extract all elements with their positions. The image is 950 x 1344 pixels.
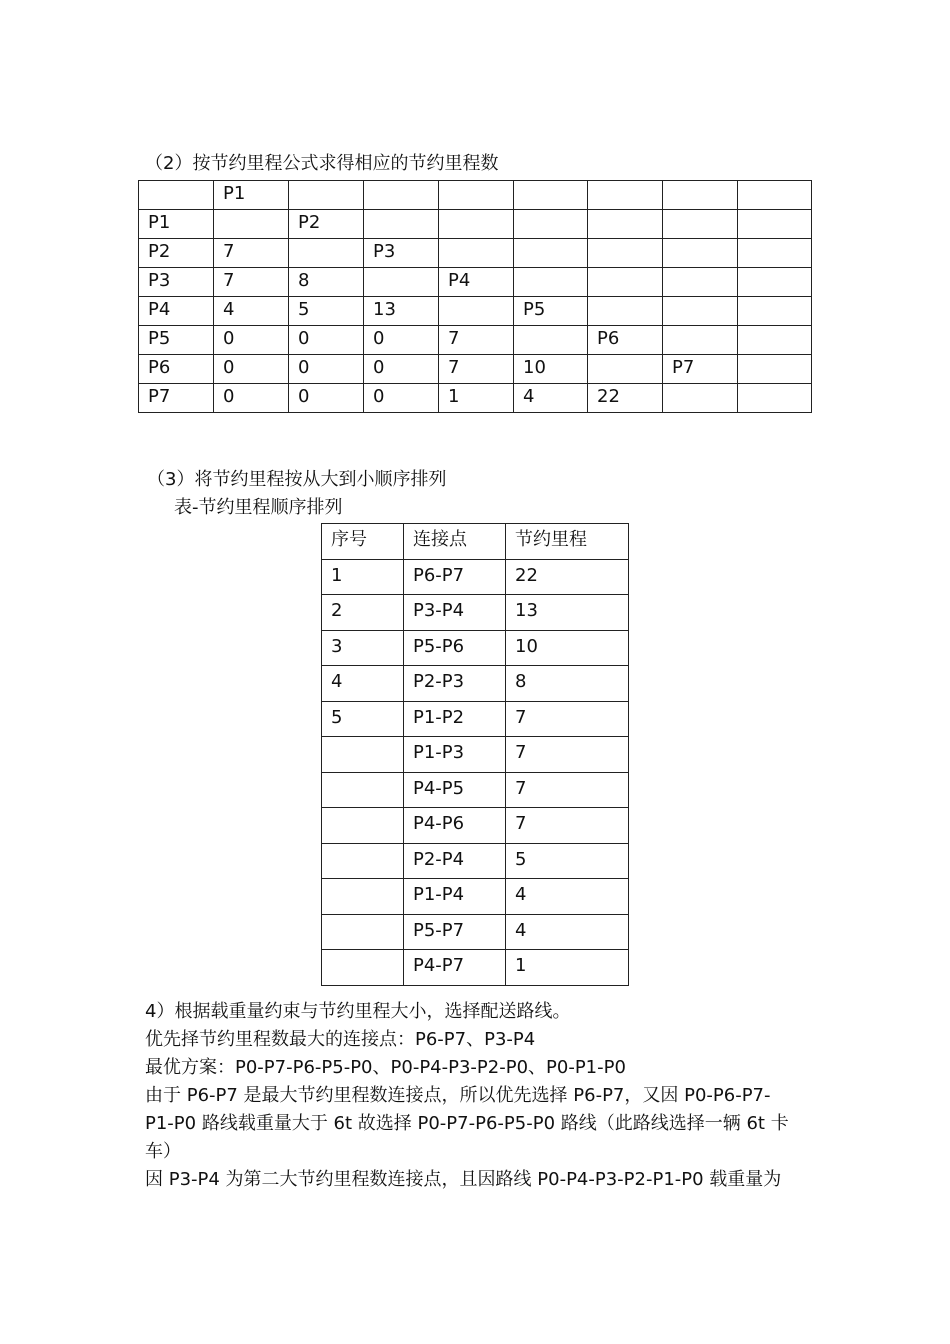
ranking-row (322, 630, 629, 666)
ranking-connection-cell: P1-P4 (404, 879, 506, 915)
ranking-connection-cell: P3-P4 (404, 595, 506, 631)
matrix-cell (439, 297, 514, 326)
matrix-cell (663, 268, 738, 297)
section-4-line: 因 P3-P4 为第二大节约里程数连接点，且因路线 P0-P4-P3-P2-P1-P0 载重量为 (145, 1169, 782, 1190)
matrix-cell (738, 326, 812, 355)
matrix-cell (738, 384, 812, 413)
ranking-saving-cell: 7 (506, 772, 629, 808)
matrix-cell (588, 355, 663, 384)
matrix-row (139, 210, 812, 239)
section-2-heading: （2）按节约里程公式求得相应的节约里程数 (145, 153, 499, 174)
matrix-cell: P3 (139, 268, 214, 297)
section-4-line: 由于 P6-P7 是最大节约里程数连接点，所以优先选择 P6-P7，又因 P0-P6-P7- (145, 1085, 771, 1106)
matrix-cell: 0 (289, 326, 364, 355)
ranking-connection-cell: P4-P6 (404, 808, 506, 844)
matrix-row (139, 268, 812, 297)
header-index: 序号 (322, 524, 404, 560)
ranking-index-cell (322, 950, 404, 986)
matrix-cell (439, 239, 514, 268)
matrix-cell: 7 (214, 239, 289, 268)
matrix-cell: P7 (663, 355, 738, 384)
ranking-header-row (322, 524, 629, 560)
matrix-cell (139, 181, 214, 210)
ranking-row (322, 737, 629, 773)
ranking-connection-cell: P1-P2 (404, 701, 506, 737)
ranking-saving-cell: 1 (506, 950, 629, 986)
section-4-line: P1-P0 路线载重量大于 6t 故选择 P0-P7-P6-P5-P0 路线（此路线选择一辆 6t 卡 (145, 1113, 789, 1134)
matrix-row (139, 239, 812, 268)
matrix-cell: P6 (139, 355, 214, 384)
savings-matrix-body (139, 181, 812, 413)
matrix-cell: 13 (364, 297, 439, 326)
matrix-cell: P6 (588, 326, 663, 355)
matrix-cell (364, 181, 439, 210)
matrix-cell (364, 268, 439, 297)
matrix-cell (588, 210, 663, 239)
ranking-saving-cell: 8 (506, 666, 629, 702)
savings-ranking-table (321, 523, 629, 986)
matrix-cell (663, 239, 738, 268)
matrix-cell (663, 326, 738, 355)
matrix-cell: P4 (139, 297, 214, 326)
ranking-index-cell (322, 808, 404, 844)
ranking-saving-cell: 13 (506, 595, 629, 631)
savings-ranking-body (322, 524, 629, 986)
ranking-saving-cell: 4 (506, 914, 629, 950)
matrix-cell: 7 (214, 268, 289, 297)
matrix-cell: 0 (289, 384, 364, 413)
ranking-row (322, 950, 629, 986)
matrix-cell: 7 (439, 355, 514, 384)
section-4-line: 最优方案：P0-P7-P6-P5-P0、P0-P4-P3-P2-P0、P0-P1-P0 (145, 1057, 626, 1078)
matrix-row (139, 326, 812, 355)
matrix-cell (439, 210, 514, 239)
matrix-cell: P5 (514, 297, 588, 326)
ranking-table-caption: 表-节约里程顺序排列 (174, 497, 343, 518)
matrix-cell (514, 326, 588, 355)
matrix-cell: P2 (289, 210, 364, 239)
ranking-connection-cell: P4-P5 (404, 772, 506, 808)
ranking-index-cell (322, 843, 404, 879)
ranking-connection-cell: P2-P4 (404, 843, 506, 879)
ranking-row (322, 772, 629, 808)
ranking-row (322, 879, 629, 915)
ranking-index-cell (322, 772, 404, 808)
ranking-saving-cell: 7 (506, 701, 629, 737)
ranking-connection-cell: P6-P7 (404, 559, 506, 595)
section-3-heading: （3）将节约里程按从大到小顺序排列 (147, 469, 447, 490)
matrix-cell: 0 (364, 326, 439, 355)
savings-matrix-table (138, 180, 812, 413)
ranking-row (322, 914, 629, 950)
matrix-cell: 0 (214, 326, 289, 355)
header-connection: 连接点 (404, 524, 506, 560)
matrix-cell: 5 (289, 297, 364, 326)
ranking-connection-cell: P4-P7 (404, 950, 506, 986)
matrix-cell (588, 239, 663, 268)
matrix-cell: P1 (139, 210, 214, 239)
matrix-cell (588, 268, 663, 297)
ranking-row (322, 808, 629, 844)
matrix-cell: P5 (139, 326, 214, 355)
ranking-connection-cell: P5-P6 (404, 630, 506, 666)
section-4-line: 优先择节约里程数最大的连接点：P6-P7、P3-P4 (145, 1029, 536, 1050)
matrix-cell: 8 (289, 268, 364, 297)
matrix-cell (663, 297, 738, 326)
ranking-saving-cell: 5 (506, 843, 629, 879)
ranking-saving-cell: 22 (506, 559, 629, 595)
matrix-cell (514, 268, 588, 297)
ranking-connection-cell: P1-P3 (404, 737, 506, 773)
matrix-cell: 7 (439, 326, 514, 355)
matrix-cell: 4 (514, 384, 588, 413)
ranking-row (322, 595, 629, 631)
matrix-cell (738, 268, 812, 297)
matrix-cell: 4 (214, 297, 289, 326)
ranking-row (322, 843, 629, 879)
matrix-cell (738, 239, 812, 268)
section-4-line: 4）根据载重量约束与节约里程大小，选择配送路线。 (145, 1001, 571, 1022)
matrix-cell (738, 297, 812, 326)
matrix-row (139, 181, 812, 210)
section-4-line: 车） (145, 1141, 181, 1162)
matrix-cell: 0 (214, 384, 289, 413)
matrix-cell: 0 (364, 384, 439, 413)
matrix-cell (663, 181, 738, 210)
matrix-cell: 10 (514, 355, 588, 384)
matrix-cell (588, 297, 663, 326)
ranking-saving-cell: 7 (506, 737, 629, 773)
ranking-connection-cell: P5-P7 (404, 914, 506, 950)
matrix-cell: P4 (439, 268, 514, 297)
matrix-cell: P7 (139, 384, 214, 413)
ranking-index-cell: 1 (322, 559, 404, 595)
matrix-cell (738, 355, 812, 384)
ranking-index-cell: 2 (322, 595, 404, 631)
matrix-cell (738, 181, 812, 210)
matrix-cell (289, 239, 364, 268)
ranking-saving-cell: 10 (506, 630, 629, 666)
matrix-cell: 1 (439, 384, 514, 413)
matrix-cell (663, 384, 738, 413)
matrix-cell (214, 210, 289, 239)
ranking-row (322, 666, 629, 702)
ranking-index-cell: 5 (322, 701, 404, 737)
matrix-cell (514, 181, 588, 210)
ranking-index-cell (322, 737, 404, 773)
ranking-row (322, 701, 629, 737)
matrix-cell (514, 210, 588, 239)
matrix-cell: 0 (364, 355, 439, 384)
matrix-cell (738, 210, 812, 239)
ranking-saving-cell: 4 (506, 879, 629, 915)
matrix-cell: P2 (139, 239, 214, 268)
matrix-cell (588, 181, 663, 210)
ranking-connection-cell: P2-P3 (404, 666, 506, 702)
matrix-cell: 0 (214, 355, 289, 384)
matrix-cell (514, 239, 588, 268)
ranking-index-cell (322, 879, 404, 915)
matrix-cell (364, 210, 439, 239)
matrix-cell: P3 (364, 239, 439, 268)
matrix-cell (663, 210, 738, 239)
header-saving: 节约里程 (506, 524, 629, 560)
ranking-saving-cell: 7 (506, 808, 629, 844)
ranking-index-cell (322, 914, 404, 950)
matrix-row (139, 384, 812, 413)
matrix-cell (289, 181, 364, 210)
matrix-cell: 22 (588, 384, 663, 413)
matrix-row (139, 355, 812, 384)
matrix-cell: P1 (214, 181, 289, 210)
ranking-index-cell: 4 (322, 666, 404, 702)
ranking-row (322, 559, 629, 595)
ranking-index-cell: 3 (322, 630, 404, 666)
matrix-cell: 0 (289, 355, 364, 384)
matrix-cell (439, 181, 514, 210)
matrix-row (139, 297, 812, 326)
